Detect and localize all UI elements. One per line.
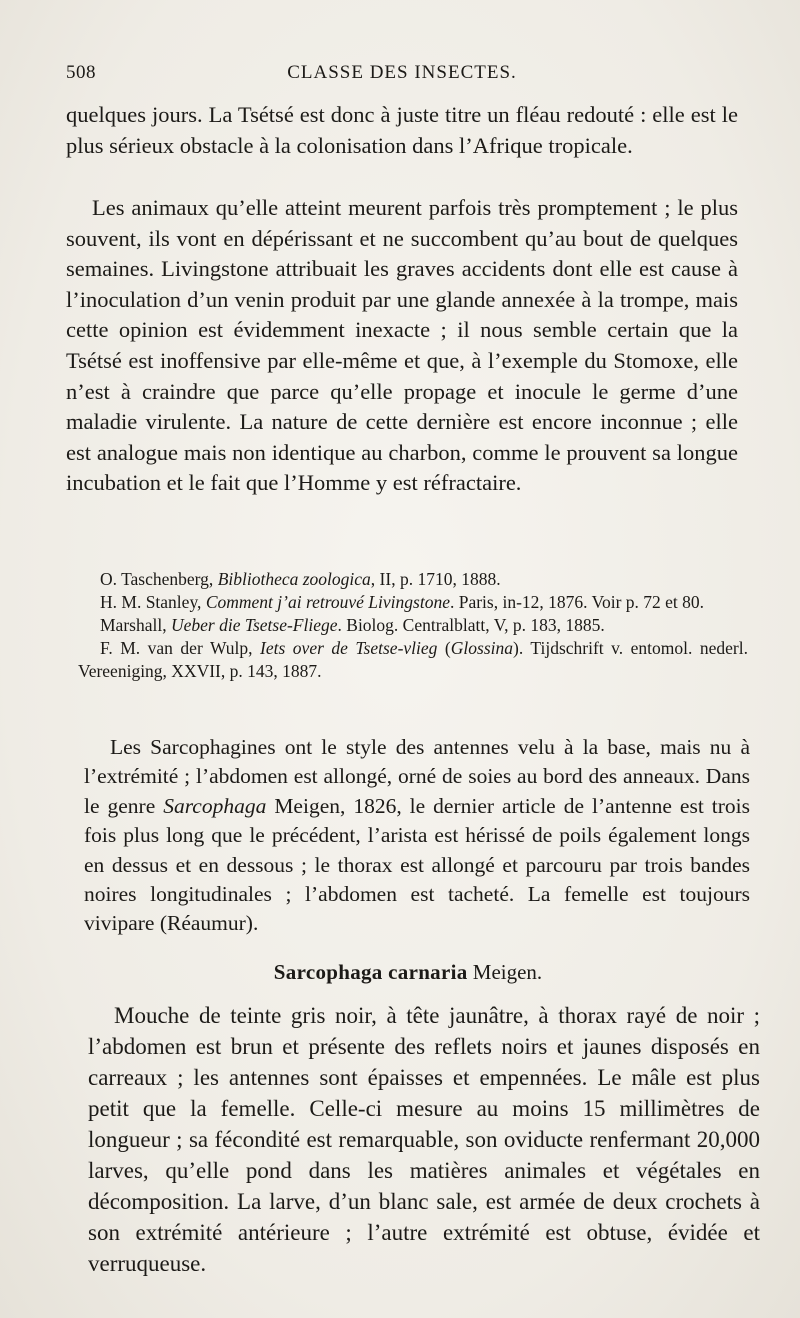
page-number: 508 <box>66 62 96 83</box>
species-author: Meigen. <box>467 960 543 984</box>
reference-item: H. M. Stanley, Comment j’ai retrouvé Livingstone. Paris, in-12, 1876. Voir p. 72 et 80. <box>100 592 705 612</box>
paragraph-text: quelques jours. La Tsétsé est donc à juste titre un fléau redouté : elle est le plus sérieux obstacle à la colonisation dans l’Afrique tropicale. <box>66 102 738 158</box>
species-name: Sarcophaga carnaria <box>273 960 468 984</box>
paragraph-text: Les animaux qu’elle atteint meurent parfois très promptement ; le plus souvent, ils vont en dépérissant et ne succombent qu’au bout de quelques semaines. Livingstone attribuait les graves accidents dont elle est cause à l’inoculation d’un venin produit par une glande annexée à la trompe, mais cette opinion est évidemment inexacte ; il nous semble certain que la Tsétsé est inoffensive par elle-même et que, à l’exemple du Stomoxe, elle n’est à craindre que parce qu’elle propage et inocule le germe d’une maladie virulente. La nature de cette dernière est encore inconnue ; elle est analogue mais non identique au charbon, comme le prouvent sa longue incubation et le fait que l’Homme y est réfractaire. <box>66 195 738 496</box>
reference-item: O. Taschenberg, Bibliotheca zoologica, II, p. 1710, 1888. <box>100 569 501 589</box>
reference-item: F. M. van der Wulp, Iets over de Tsetse-vlieg (Glossina). Tijdschrift v. entomol. nederl. Vereeniging, XXVII, p. 143, 1887. <box>78 638 748 681</box>
reference-item: Marshall, Ueber die Tsetse-Fliege. Biolog. Centralblatt, V, p. 183, 1885. <box>100 615 605 635</box>
paragraph-sarcophagines <box>84 733 750 939</box>
running-head: CLASSE DES INSECTES. <box>287 62 517 83</box>
genus-name: Sarcophaga <box>163 793 267 818</box>
paragraph-tsetse-effects <box>66 193 738 499</box>
bibliography <box>78 568 748 683</box>
paragraph-text: Les Sarcophagines ont le style des antennes velu à la base, mais nu à l’extrémité ; l’abdomen est allongé, orné de soies au bord des anneaux. Dans le genre Sarcophaga Meigen, 1826, le dernier article de l’antenne est trois fois plus long que le précédent, l’arista est hérissé de poils également longs en dessus et en dessous ; le thorax est allongé et parcouru par trois bandes noires longitudinales ; l’abdomen est tacheté. La femelle est toujours vivipare (Réaumur). <box>84 735 750 936</box>
paragraph-species-description <box>88 1000 760 1279</box>
section-heading <box>66 960 750 985</box>
paragraph-continuation <box>66 100 738 161</box>
paragraph-text: Mouche de teinte gris noir, à tête jaunâtre, à thorax rayé de noir ; l’abdomen est brun et présente des reflets noirs et jaunes disposés en carreaux ; les antennes sont épaisses et empennées. Le mâle est plus petit que la femelle. Celle-ci mesure au moins 15 millimètres de longueur ; sa fécondité est remarquable, son oviducte renfermant 20,000 larves, qu’elle pond dans les matières animales et végétales en décomposition. La larve, d’un blanc sale, est armée de deux crochets à son extrémité antérieure ; l’autre extrémité est obtuse, évidée et verruqueuse. <box>88 1003 760 1276</box>
page-header <box>66 60 738 90</box>
